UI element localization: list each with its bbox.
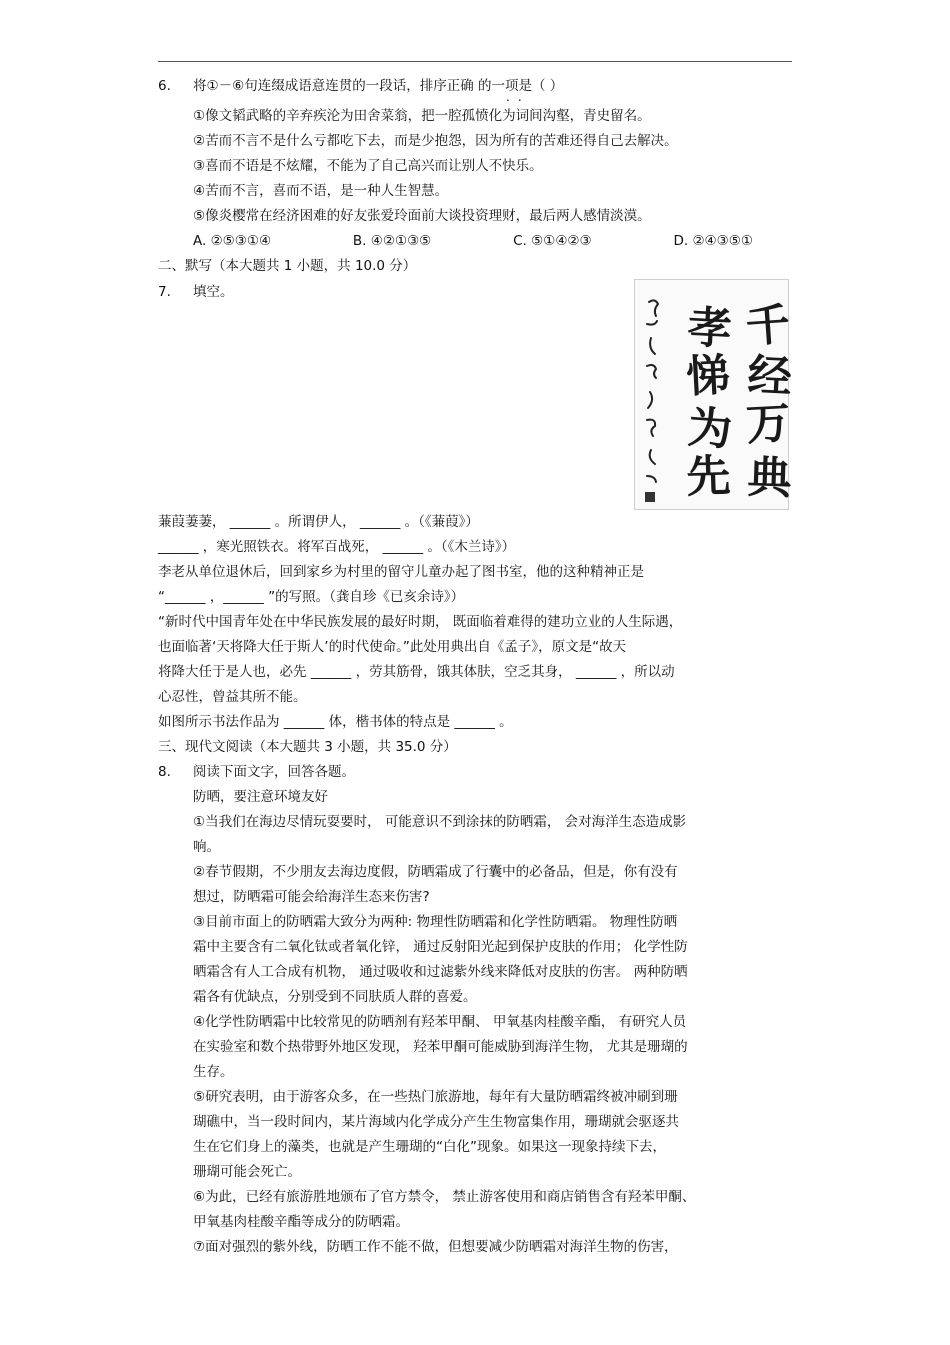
svg-text:典: 典: [746, 452, 793, 505]
emphasis-dots: ..: [506, 90, 530, 104]
q7-title: 填空。: [193, 284, 234, 300]
q6-sentence-4: ④苦而不言，喜而不语，是一种人生智慧。: [193, 183, 449, 199]
q7-line-2: ______ ，寒光照铁衣。将军百战死， ______ 。（《木兰诗》）: [158, 539, 516, 555]
option-d[interactable]: D. ②④③⑤①: [673, 233, 753, 249]
q7-line-8: 心忍性，曾益其所不能。: [158, 689, 307, 705]
section-3-heading: 三、现代文阅读（本大题共 3 小题，共 35.0 分）: [158, 739, 457, 755]
q6-stem: 将①－⑥句连缀成语意连贯的一段话，排序正确 的一项是（ ）: [193, 78, 564, 94]
passage-line: 瑚礁中，当一段时间内，某片海域内化学成分产生生物富集作用，珊瑚就会驱逐共: [193, 1114, 679, 1130]
passage-line: 珊瑚可能会死亡。: [193, 1164, 301, 1180]
passage-line: 生在它们身上的藻类，也就是产生珊瑚的“白化”现象。如果这一现象持续下去，: [193, 1139, 666, 1155]
q7-line-6: 也面临著‘天将降大任于斯人’的时代使命。”此处用典出自《孟子》，原文是“故天: [158, 639, 627, 655]
svg-text:万: 万: [744, 397, 792, 451]
q6-sentence-1: ①像文韬武略的辛弃疾沦为田舍菜翁，把一腔孤愤化为词间沟壑，青史留名。: [193, 108, 651, 124]
passage-line: 在实验室和数个热带野外地区发现， 羟苯甲酮可能威胁到海洋生物， 尤其是珊瑚的: [193, 1039, 688, 1055]
option-b[interactable]: B. ④②①③⑤: [352, 233, 432, 249]
svg-text:先: 先: [685, 450, 732, 503]
passage-line: ①当我们在海边尽情玩耍要时， 可能意识不到涂抹的防晒霜， 会对海洋生态造成影: [193, 814, 687, 830]
svg-text:千: 千: [744, 299, 792, 353]
passage-line: 生存。: [193, 1064, 234, 1080]
passage-line: 响。: [193, 839, 220, 855]
q7-line-1: 蒹葭萋萋， ______ 。所谓伊人， ______ 。（《蒹葭》）: [158, 514, 479, 530]
passage-title: 防晒，要注意环境友好: [193, 789, 328, 805]
q8-title: 阅读下面文字，回答各题。: [193, 764, 355, 780]
passage-line: ④化学性防晒霜中比较常见的防晒剂有羟苯甲酮、 甲氧基肉桂酸辛酯， 有研究人员: [193, 1014, 687, 1030]
passage-line: 霜中主要含有二氧化钛或者氧化锌， 通过反射阳光起到保护皮肤的作用； 化学性防: [193, 939, 688, 955]
passage-line: ②春节假期，不少朋友去海边度假，防晒霜成了行囊中的必备品，但是，你有没有: [193, 864, 678, 880]
calligraphy-image: [634, 279, 794, 510]
passage-line: 霜各有优缺点，分别受到不同肤质人群的喜爱。: [193, 989, 477, 1005]
q8-number: 8.: [158, 764, 171, 780]
svg-text:悌: 悌: [684, 349, 732, 403]
q7-line-5: “新时代中国青年处在中华民族发展的最好时期， 既面临着难得的建功立业的人生际遇，: [158, 614, 683, 630]
top-rule: [158, 61, 792, 62]
option-a[interactable]: A. ②⑤③①④: [193, 233, 272, 249]
passage-line: ⑦面对强烈的紫外线，防晒工作不能不做，但想要减少防晒霜对海洋生物的伤害，: [193, 1239, 678, 1255]
svg-text:经: 经: [746, 350, 794, 404]
passage-line: ⑥为此，已经有旅游胜地颁布了官方禁令， 禁止游客使用和商店销售含有羟苯甲酮、: [193, 1189, 696, 1205]
passage-line: 甲氧基肉桂酸辛酯等成分的防晒霜。: [193, 1214, 409, 1230]
q7-line-7: 将降大任于是人也，必先 ______ ，劳其筋骨，饿其体肤，空乏其身， ______ ，所以动: [158, 664, 675, 680]
q7-number: 7.: [158, 284, 171, 300]
svg-text:为: 为: [686, 402, 734, 457]
q6-sentence-2: ②苦而不言不是什么亏都吃下去，而是少抱怨，因为所有的苦难还得自己去解决。: [193, 133, 678, 149]
passage-line: ⑤研究表明，由于游客众多，在一些热门旅游地，每年有大量防晒霜终被冲刷到珊: [193, 1089, 678, 1105]
q6-sentence-5: ⑤像炎樱常在经济困难的好友张爱玲面前大谈投资理财，最后两人感情淡漠。: [193, 208, 651, 224]
q7-line-4: “______ ，______ ”的写照。（龚自珍《已亥余诗》）: [158, 589, 465, 605]
passage-line: 想过，防晒霜可能会给海洋生态来伤害?: [193, 889, 430, 905]
passage-line: 晒霜含有人工合成有机物， 通过吸收和过滤紫外线来降低对皮肤的伤害。 两种防晒: [193, 964, 688, 980]
section-2-heading: 二、默写（本大题共 1 小题，共 10.0 分）: [158, 258, 417, 274]
q7-line-9: 如图所示书法作品为 ______ 体，楷书体的特点是 ______ 。: [158, 714, 513, 730]
q6-number: 6.: [158, 78, 171, 94]
q6-options: [193, 232, 753, 250]
q7-line-3: 李老从单位退休后，回到家乡为村里的留守儿童办起了图书室，他的这种精神正是: [158, 564, 644, 580]
passage-line: ③目前市面上的防晒霜大致分为两种: 物理性防晒霜和化学性防晒霜。 物理性防晒: [193, 914, 678, 930]
svg-text:孝: 孝: [686, 302, 734, 356]
option-c[interactable]: C. ⑤①④②③: [513, 233, 592, 249]
q6-sentence-3: ③喜而不语是不炫耀，不能为了自己高兴而让别人不快乐。: [193, 158, 543, 174]
